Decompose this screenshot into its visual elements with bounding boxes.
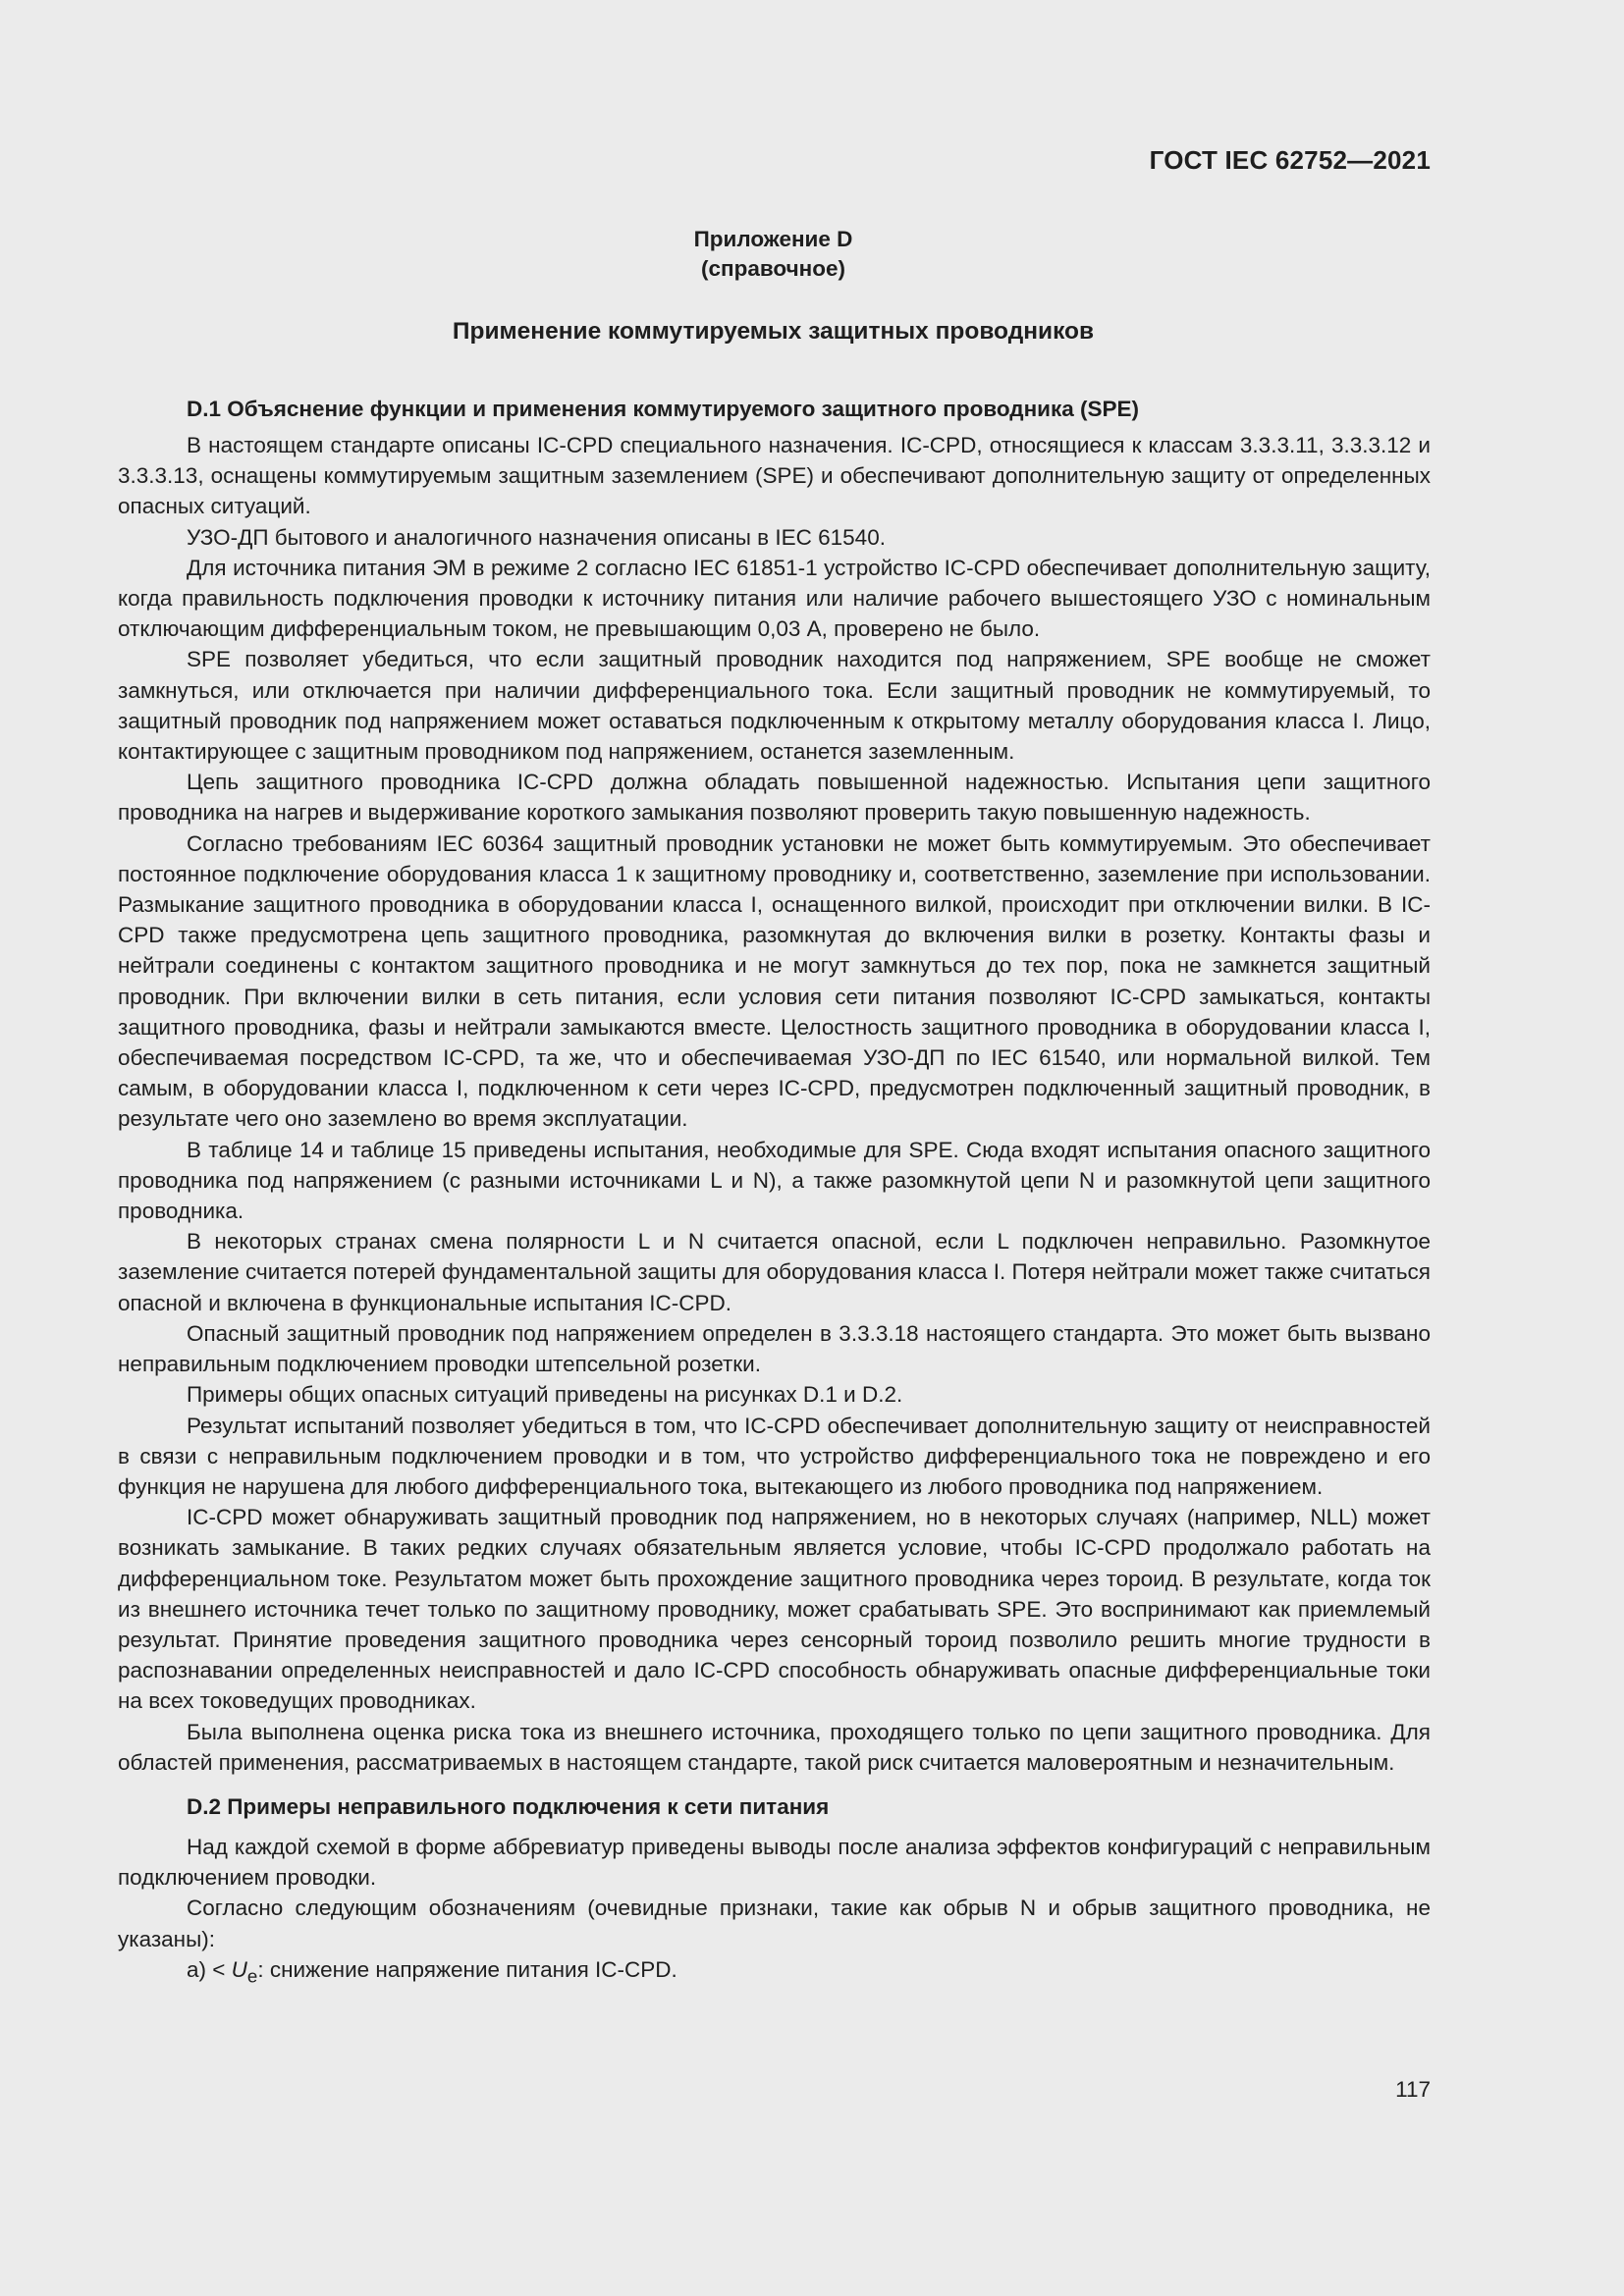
- section-heading-d1: D.1 Объяснение функции и применения коммутируемого защитного проводника (SPE): [187, 397, 1140, 421]
- voltage-symbol: U: [231, 1956, 247, 1982]
- paragraph: Согласно следующим обозначениям (очевидные признаки, такие как обрыв N и обрыв защитного проводника, не указаны):: [118, 1896, 1431, 1951]
- paragraph: В таблице 14 и таблице 15 приведены испытания, необходимые для SPE. Сюда входят испытания опасного защитного проводника под напряжением (с разными источниками L и N), а также разомкнутой цепи N и разомкнутой цепи защитного проводника.: [118, 1137, 1431, 1224]
- annex-kind: (справочное): [701, 256, 845, 281]
- annex-heading: [0, 225, 1546, 284]
- paragraph: Примеры общих опасных ситуаций приведены на рисунках D.1 и D.2.: [187, 1382, 903, 1408]
- item-prefix: a) <: [187, 1956, 232, 1982]
- item-text: : снижение напряжение питания IC-CPD.: [257, 1956, 677, 1982]
- standard-designation: ГОСТ IEC 62752—2021: [1149, 145, 1431, 175]
- paragraph: Для источника питания ЭМ в режиме 2 согласно IEC 61851-1 устройство IC-CPD обеспечивает дополнительную защиту, когда правильность подключения проводки к источнику питания или наличие рабочего вышестоящего УЗО с номинальным отключающим дифференциальным током, не превышающим 0,03 А, проверено не было.: [118, 555, 1431, 642]
- paragraph: Результат испытаний позволяет убедиться в том, что IC-CPD обеспечивает дополнительную защиту от неисправностей в связи с неправильным подключением проводки и в том, что устройство дифференциального тока не повреждено и его функция не нарушена для любого дифференциального тока, вытекающего из любого проводника под напряжением.: [118, 1413, 1431, 1499]
- paragraph: Опасный защитный проводник под напряжением определен в 3.3.3.18 настоящего стандарта. Это может быть вызвано неправильным подключением проводки штепсельной розетки.: [118, 1320, 1431, 1377]
- paragraph: В настоящем стандарте описаны IC-CPD специального назначения. IC-CPD, относящиеся к классам 3.3.3.11, 3.3.3.12 и 3.3.3.13, оснащены коммутируемым защитным заземлением (SPE) и обеспечивают дополнительную защиту от определенных опасных ситуаций.: [118, 433, 1431, 519]
- voltage-subscript: e: [246, 1965, 258, 1987]
- page-number: 117: [1395, 2077, 1431, 2102]
- annex-title: Применение коммутируемых защитных проводников: [452, 318, 1095, 345]
- paragraph: SPE позволяет убедиться, что если защитный проводник находится под напряжением, SPE вообще не сможет замкнуться, или отключается при наличии дифференциального тока. Если защитный проводник не коммутируемый, то защитный проводник под напряжением может оставаться подключенным к открытому металлу оборудования класса I. Лицо, контактирующее с защитным проводником под напряжением, останется заземленным.: [118, 647, 1431, 765]
- paragraph: Над каждой схемой в форме аббревиатур приведены выводы после анализа эффектов конфигураций с неправильным подключением проводки.: [118, 1834, 1431, 1891]
- paragraph: Согласно требованиям IEC 60364 защитный проводник установки не может быть коммутируемым. Это обеспечивает постоянное подключение оборудования класса 1 к защитному проводнику и, соответственно, заземление при использовании. Размыкание защитного проводника в оборудовании класса I, оснащенного вилкой, происходит при отключении вилки. В IC-CPD также предусмотрена цепь защитного проводника, разомкнутая до включения вилки в розетку. Контакты фазы и нейтрали соединены с контактом защитного проводника и не могут замкнуться до тех пор, пока не замкнется защитный проводник. При включении вилки в сеть питания, если условия сети питания позволяют IC-CPD замыкаться, контакты защитного проводника, фазы и нейтрали замыкаются вместе. Целостность защитного проводника в оборудовании класса I, обеспечиваемая посредством IC-CPD, та же, что и обеспечиваемая УЗО-ДП по IEC 61540, или нормальной вилкой. Тем самым, в оборудовании класса I, подключенном к сети через IC-CPD, предусмотрен подключенный защитный проводник, в результате чего оно заземлено во время эксплуатации.: [118, 830, 1431, 1132]
- paragraph: УЗО-ДП бытового и аналогичного назначения описаны в IEC 61540.: [187, 524, 886, 550]
- paragraph: IC-CPD может обнаруживать защитный проводник под напряжением, но в некоторых случаях (например, NLL) может возникать замыкание. В таких редких случаях обязательным является условие, чтобы IC-CPD продолжало работать на дифференциальном токе. Результатом может быть прохождение защитного проводника через тороид. В результате, когда ток из внешнего источника течет только по защитному проводнику, может срабатывать SPE. Это воспринимают как приемлемый результат. Принятие проведения защитного проводника через сенсорный тороид позволило решить многие трудности в распознавании определенных неисправностей и дало IC-CPD способность обнаруживать опасные дифференциальные токи на всех токоведущих проводниках.: [118, 1505, 1431, 1714]
- paragraph: Цепь защитного проводника IC-CPD должна обладать повышенной надежностью. Испытания цепи защитного проводника на нагрев и выдерживание короткого замыкания позволяют проверить такую повышенную надежность.: [118, 770, 1431, 826]
- list-item-a: [118, 1954, 1431, 1992]
- section-heading-d2: D.2 Примеры неправильного подключения к сети питания: [187, 1793, 830, 1819]
- paragraph: В некоторых странах смена полярности L и N считается опасной, если L подключен неправильно. Разомкнутое заземление считается потерей фундаментальной защиты для оборудования класса I. Потеря нейтрали может также считаться опасной и включена в функциональные испытания IC-CPD.: [118, 1229, 1431, 1315]
- annex-label: Приложение D: [693, 227, 853, 251]
- document-body: [118, 394, 1431, 1991]
- paragraph: Была выполнена оценка риска тока из внешнего источника, проходящего только по цепи защитного проводника. Для областей применения, рассматриваемых в настоящем стандарте, такой риск считается маловероятным и незначительным.: [118, 1719, 1431, 1775]
